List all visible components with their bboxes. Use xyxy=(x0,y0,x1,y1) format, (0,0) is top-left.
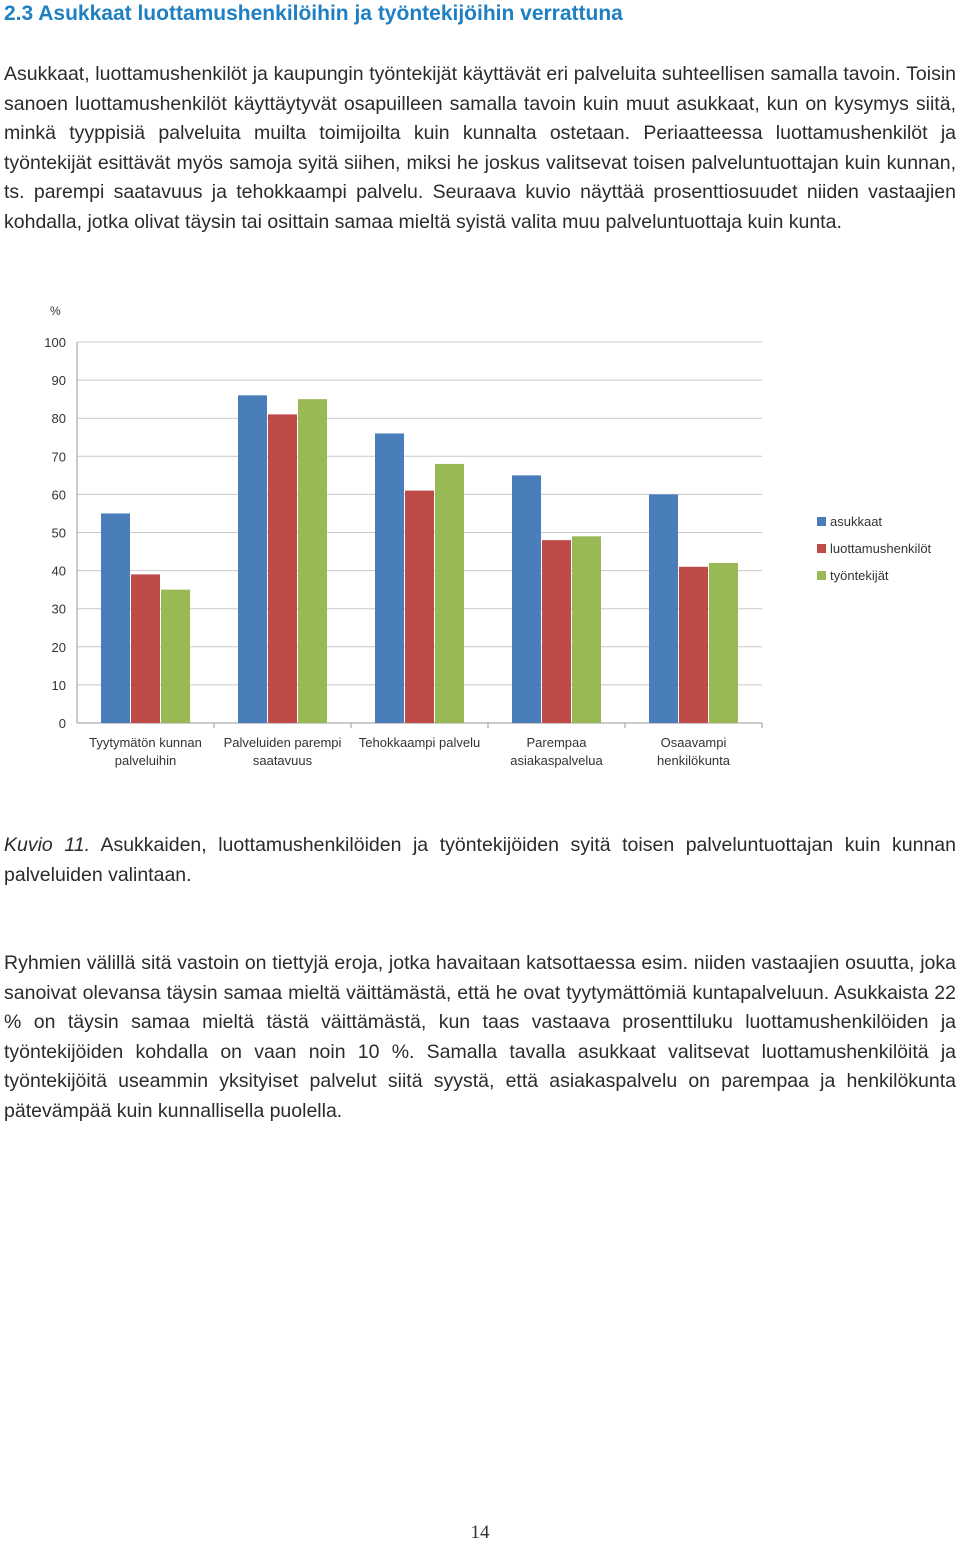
bar-chart xyxy=(0,290,960,780)
chart-legend xyxy=(817,514,932,583)
y-tick-label: 30 xyxy=(51,601,66,617)
bar-työntekijät xyxy=(572,536,601,723)
bar-asukkaat xyxy=(101,513,130,723)
x-category-label: asiakaspalvelua xyxy=(510,753,603,768)
chart-bars xyxy=(101,395,738,723)
y-tick-label: 10 xyxy=(51,677,66,693)
legend-label: asukkaat xyxy=(830,514,883,529)
bar-työntekijät xyxy=(435,464,464,723)
x-category-label: Palveluiden parempi xyxy=(223,735,342,750)
legend-swatch xyxy=(817,544,826,553)
x-category-label: Tehokkaampi palvelu xyxy=(358,735,481,750)
legend-swatch xyxy=(817,517,826,526)
section-heading: 2.3 Asukkaat luottamushenkilöihin ja työntekijöihin verrattuna xyxy=(4,2,623,25)
y-tick-label: 60 xyxy=(51,487,66,503)
y-tick-label: 70 xyxy=(51,449,66,465)
y-tick-label: 40 xyxy=(51,563,66,579)
x-category-label: saatavuus xyxy=(252,753,313,768)
bar-asukkaat xyxy=(238,395,267,723)
x-category-label: henkilökunta xyxy=(657,753,730,768)
y-tick-label: 80 xyxy=(51,411,66,427)
bar-asukkaat xyxy=(512,475,541,723)
x-category-label: Parempaa xyxy=(526,735,587,750)
bar-luottamushenkilöt xyxy=(131,574,160,723)
analysis-paragraph: Ryhmien välillä sitä vastoin on tiettyjä eroja, jotka havaitaan katsottaessa esim. niiden vastaajien osuutta, joka sanoivat olevansa täysin samaa mieltä väittämästä, että he ovat tyytymättömiä kuntapalveluun. Asukkaista 22 % on täysin samaa mieltä tästä väittämästä, kun taas vastaava prosenttiluku luottamushenkilöiden ja työntekijöiden kohdalla on vaan noin 10 %. Samalla tavalla asukkaat valitsevat luottamushenkilöitä ja työntekijöitä useammin yksityiset palvelut siitä syystä, että asiakaspalvelu on parempaa ja henkilökunta pätevämpää kuin kunnallisella puolella. xyxy=(4,952,956,1122)
y-tick-label: 90 xyxy=(51,373,66,389)
bar-työntekijät xyxy=(298,399,327,723)
bar-luottamushenkilöt xyxy=(542,540,571,723)
legend-label: luottamushenkilöt xyxy=(830,541,932,556)
caption-label: Kuvio 11. xyxy=(4,834,90,856)
intro-paragraph: Asukkaat, luottamushenkilöt ja kaupungin työntekijät käyttävät eri palveluita suhteellisen samalla tavoin. Toisin sanoen luottamushenkilöt käyttäytyvät osapuilleen samalla tavoin kuin muut asukkaat, kun on kysymys siitä, minkä tyyppisiä palveluita muilta toimijoilta kuin kunnalta ostetaan. Periaatteessa luottamushenkilöt ja työntekijät esittävät myös samoja syitä siihen, miksi he joskus valitsevat toisen palveluntuottajan kuin kunnan, ts. parempi saatavuus ja tehokkaampi palvelu. Seuraava kuvio näyttää prosenttiosuudet niiden vastaajien kohdalla, jotka olivat täysin tai osittain samaa mieltä syistä valita muu palveluntuottaja kuin kunta. xyxy=(4,63,956,233)
y-tick-label: 100 xyxy=(44,335,66,350)
bar-asukkaat xyxy=(375,433,404,723)
y-tick-label: 50 xyxy=(51,525,66,541)
legend-swatch xyxy=(817,571,826,580)
page-number: 14 xyxy=(470,1522,490,1543)
caption-text: Asukkaiden, luottamushenkilöiden ja työntekijöiden syitä toisen palveluntuottajan kuin kunnan palveluiden valintaan. xyxy=(4,834,956,886)
bar-luottamushenkilöt xyxy=(268,414,297,723)
x-category-label: Osaavampi xyxy=(660,735,727,750)
bar-luottamushenkilöt xyxy=(679,567,708,723)
bar-työntekijät xyxy=(161,590,190,723)
figure-caption xyxy=(4,831,956,890)
x-category-label: palveluihin xyxy=(114,753,177,768)
x-category-label: Tyytymätön kunnan xyxy=(89,735,202,750)
y-axis-unit-label: % xyxy=(50,304,61,318)
y-tick-label: 0 xyxy=(58,716,66,731)
bar-työntekijät xyxy=(709,563,738,723)
y-tick-label: 20 xyxy=(51,639,66,655)
bar-asukkaat xyxy=(649,494,678,723)
bar-luottamushenkilöt xyxy=(405,491,434,723)
legend-label: työntekijät xyxy=(830,568,889,583)
